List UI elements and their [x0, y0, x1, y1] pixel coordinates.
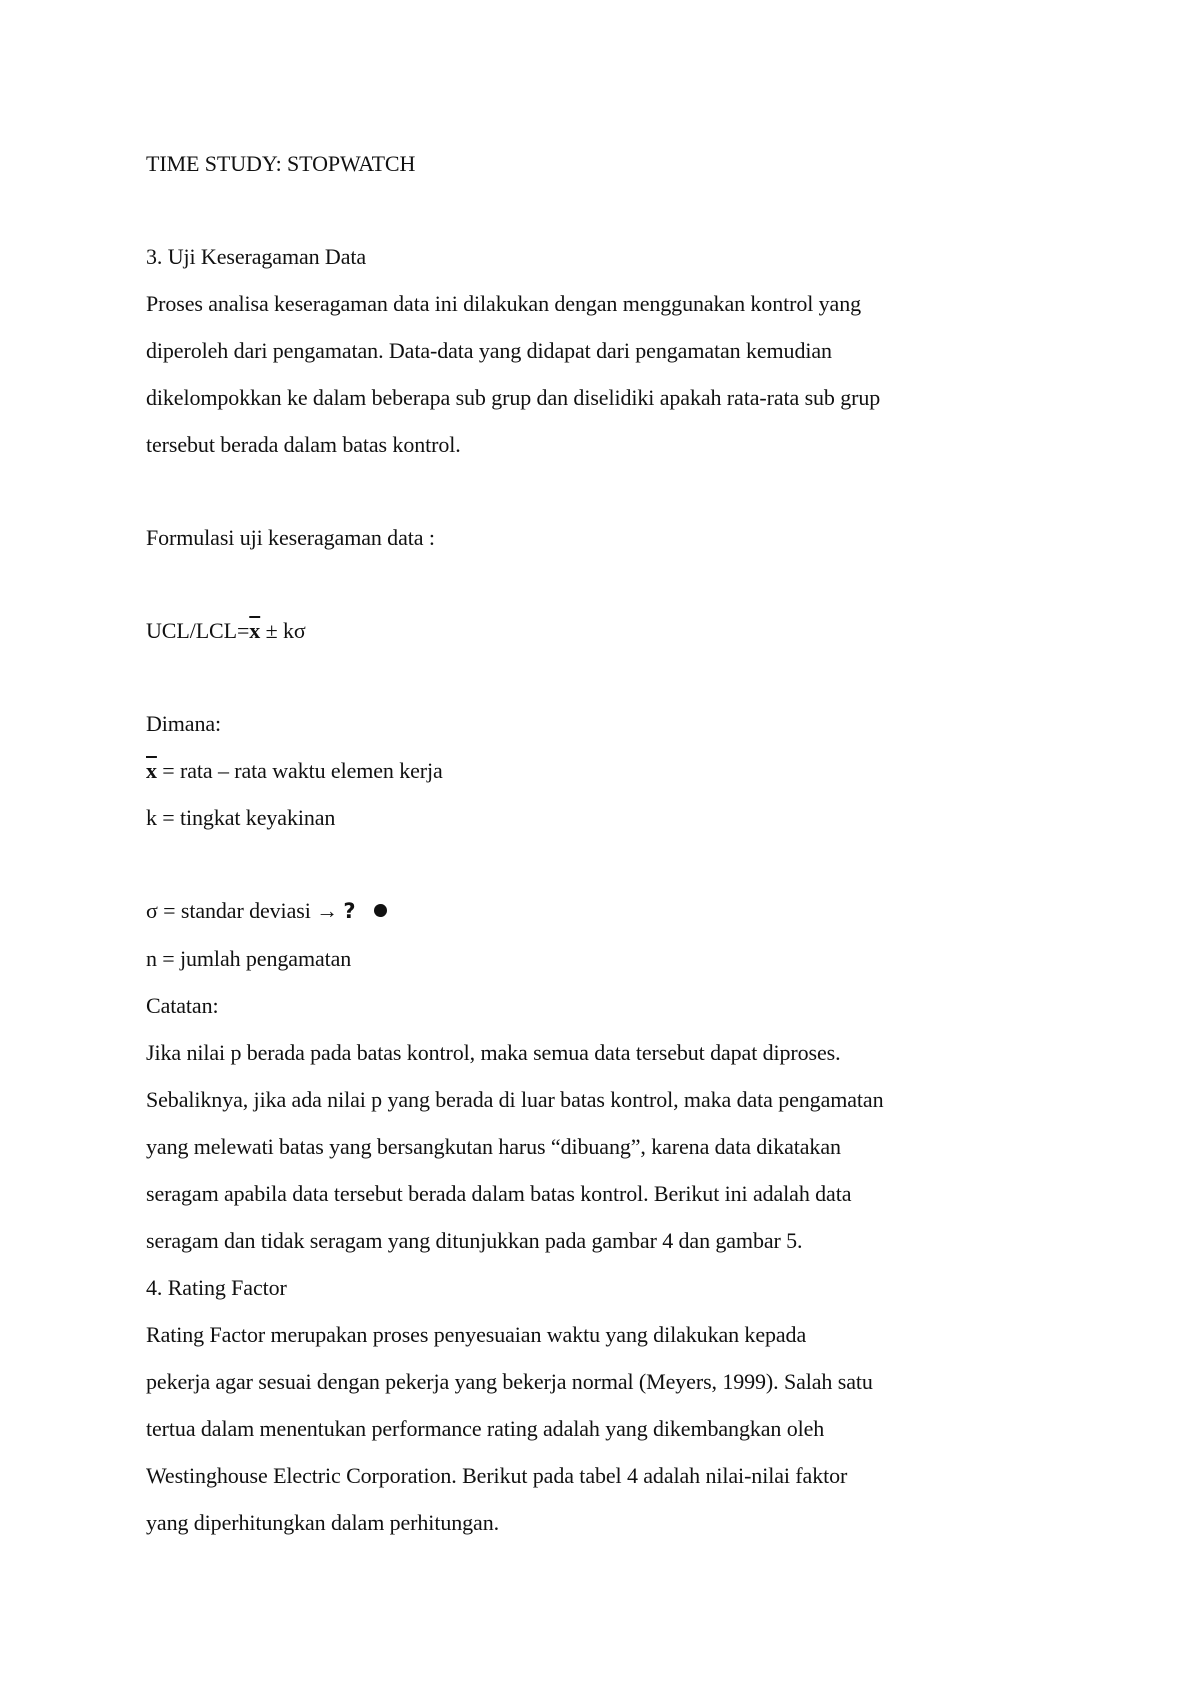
xbar-definition: = rata – rata waktu elemen kerja: [156, 758, 443, 783]
sigma-definition: σ = standar deviasi →: [146, 898, 344, 923]
bullet-dot-icon: [374, 904, 387, 917]
section-4-heading: 4. Rating Factor: [146, 1275, 287, 1300]
catatan-label: Catatan:: [146, 993, 219, 1018]
dimana-label: Dimana:: [146, 711, 222, 736]
spacer: [146, 654, 1006, 700]
catatan-paragraph: [146, 1029, 1006, 1264]
definition-xbar: [146, 747, 1006, 794]
definition-n: n = jumlah pengamatan: [146, 946, 352, 971]
paragraph-line: seragam dan tidak seragam yang ditunjukkan pada gambar 4 dan gambar 5.: [146, 1228, 803, 1253]
paragraph-line: Rating Factor merupakan proses penyesuaian waktu yang dilakukan kepada: [146, 1322, 807, 1347]
paragraph-line: tertua dalam menentukan performance rating adalah yang dikembangkan oleh: [146, 1416, 825, 1441]
paragraph-line: seragam apabila data tersebut berada dalam batas kontrol. Berikut ini adalah data: [146, 1181, 852, 1206]
paragraph-line: Jika nilai p berada pada batas kontrol, maka semua data tersebut dapat diproses.: [146, 1040, 841, 1065]
paragraph-line: Sebaliknya, jika ada nilai p yang berada di luar batas kontrol, maka data pengamatan: [146, 1087, 884, 1112]
spacer: [146, 841, 1006, 887]
paragraph-line: dikelompokkan ke dalam beberapa sub grup dan diselidiki apakah rata-rata sub grup: [146, 385, 881, 410]
xbar-symbol: $\overline{x}$: [146, 758, 157, 783]
document-body: [146, 140, 1006, 1546]
section-3-heading: 3. Uji Keseragaman Data: [146, 244, 367, 269]
paragraph-line: pekerja agar sesuai dengan pekerja yang bekerja normal (Meyers, 1999). Salah satu: [146, 1369, 873, 1394]
paragraph-line: yang diperhitungkan dalam perhitungan.: [146, 1510, 499, 1535]
paragraph-line: diperoleh dari pengamatan. Data-data yang didapat dari pengamatan kemudian: [146, 338, 832, 363]
section-3-paragraph: [146, 280, 1006, 468]
formula: [146, 607, 1006, 654]
paragraph-line: yang melewati batas yang bersangkutan harus “dibuang”, karena data dikatakan: [146, 1134, 841, 1159]
definition-k: k = tingkat keyakinan: [146, 805, 336, 830]
spacer: [146, 561, 1006, 607]
formula-xbar: $\overline{x}$: [249, 618, 261, 643]
question-mark-glyph: ?: [343, 899, 356, 923]
paragraph-line: Proses analisa keseragaman data ini dilakukan dengan menggunakan kontrol yang: [146, 291, 862, 316]
formula-intro: Formulasi uji keseragaman data :: [146, 525, 435, 550]
formula-left: UCL/LCL=: [146, 618, 250, 643]
spacer: [146, 468, 1006, 514]
paragraph-line: Westinghouse Electric Corporation. Berikut pada tabel 4 adalah nilai-nilai faktor: [146, 1463, 848, 1488]
paragraph-line: tersebut berada dalam batas kontrol.: [146, 432, 461, 457]
definition-sigma: [146, 887, 1006, 935]
section-4-paragraph: [146, 1311, 1006, 1546]
spacer: [146, 187, 1006, 233]
formula-right: ± kσ: [260, 618, 306, 643]
document-title: TIME STUDY: STOPWATCH: [146, 151, 416, 176]
